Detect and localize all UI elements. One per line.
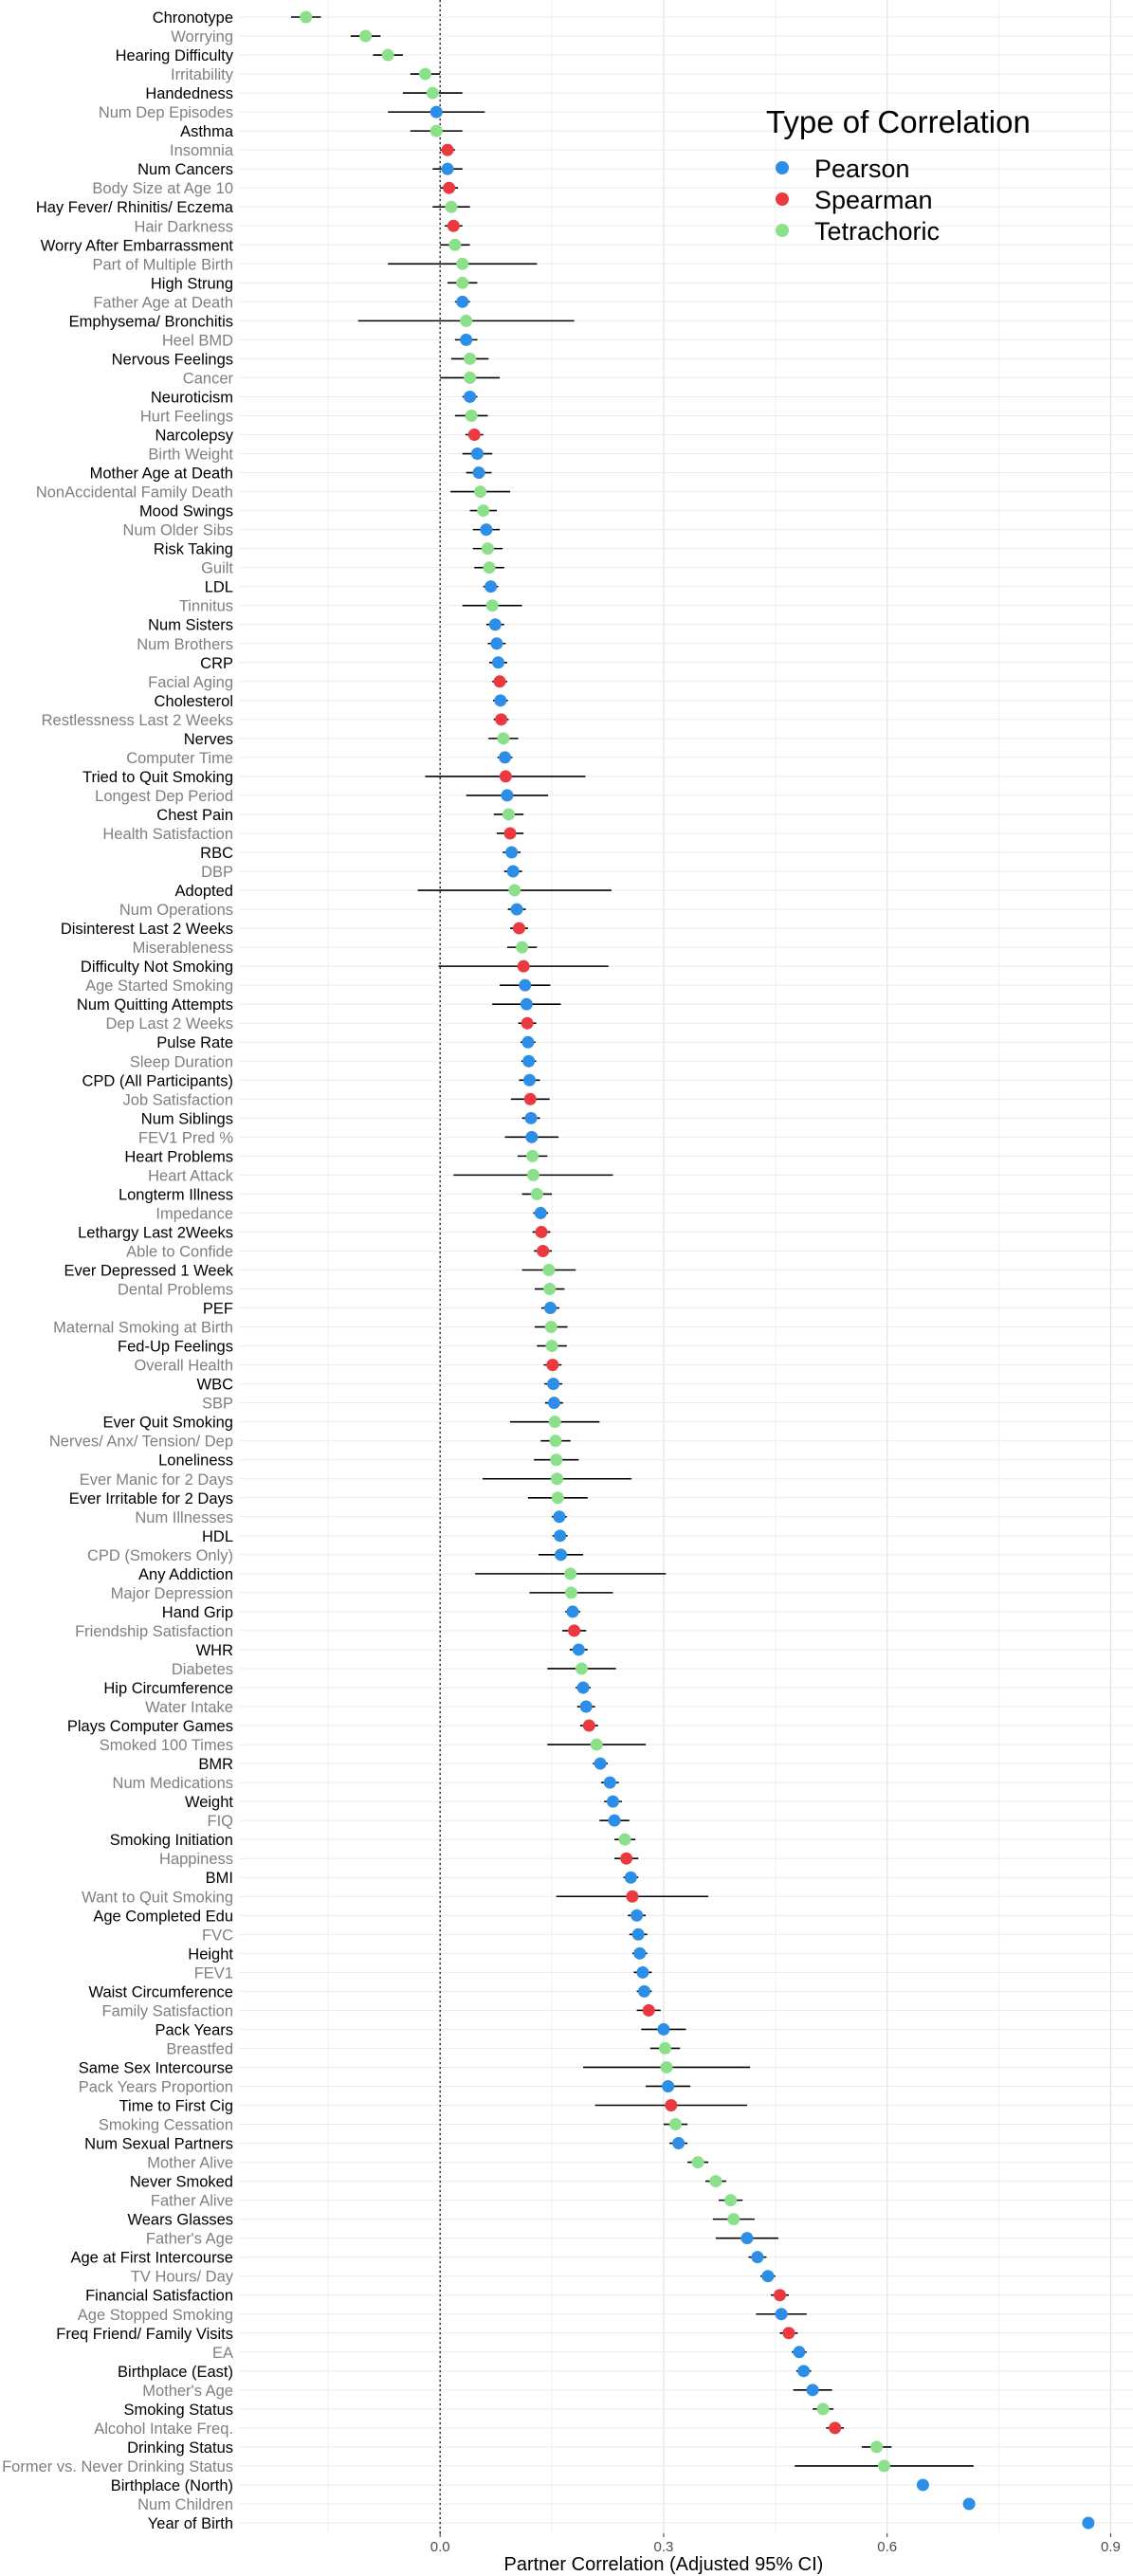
- estimate-point: [553, 1510, 565, 1523]
- estimate-point: [507, 866, 520, 878]
- row-label: Worry After Embarrassment: [40, 237, 233, 255]
- row-label: Plays Computer Games: [66, 1718, 233, 1736]
- estimate-point: [549, 1434, 561, 1447]
- estimate-point: [552, 1491, 564, 1504]
- estimate-point: [580, 1701, 593, 1713]
- row-label: Friendship Satisfaction: [75, 1622, 233, 1640]
- row-label: Ever Manic for 2 Days: [79, 1471, 233, 1489]
- estimate-point: [519, 979, 531, 992]
- row-label: Drinking Status: [127, 2439, 233, 2457]
- row-label: Num Sisters: [148, 616, 233, 634]
- estimate-point: [484, 561, 496, 574]
- forest-row: [1082, 2517, 1094, 2530]
- estimate-point: [471, 448, 484, 460]
- estimate-point: [577, 1682, 590, 1694]
- row-label: Risk Taking: [153, 540, 233, 558]
- estimate-point: [632, 1928, 645, 1941]
- row-label: EA: [211, 2344, 233, 2362]
- row-label: Lethargy Last 2Weeks: [78, 1224, 233, 1242]
- estimate-point: [793, 2346, 805, 2358]
- row-label: PEF: [202, 1300, 233, 1318]
- estimate-point: [551, 1472, 563, 1485]
- row-label: Water Intake: [145, 1699, 233, 1717]
- row-label: Cancer: [182, 370, 233, 388]
- estimate-point: [709, 2175, 722, 2187]
- row-label: Hair Darkness: [134, 218, 233, 236]
- row-label: Family Satisfaction: [101, 2002, 233, 2020]
- estimate-point: [474, 485, 486, 498]
- row-label: Financial Satisfaction: [85, 2287, 233, 2305]
- estimate-point: [797, 2365, 810, 2377]
- row-label: Hip Circumference: [103, 1680, 233, 1697]
- row-label: TV Hours/ Day: [130, 2268, 233, 2286]
- row-label: Loneliness: [158, 1452, 233, 1470]
- estimate-point: [497, 732, 509, 744]
- row-label: Smoking Cessation: [98, 2116, 233, 2134]
- estimate-point: [546, 1359, 558, 1371]
- estimate-point: [625, 1872, 637, 1884]
- row-label: Longest Dep Period: [95, 787, 233, 805]
- row-label: LDL: [204, 578, 233, 596]
- row-label: CRP: [200, 654, 233, 672]
- estimate-point: [492, 656, 504, 668]
- row-label: CPD (Smokers Only): [86, 1546, 233, 1564]
- row-label: Num Brothers: [137, 635, 233, 653]
- row-label: Health Satisfaction: [102, 825, 233, 843]
- row-label: Num Dep Episodes: [98, 104, 233, 122]
- row-label: Nervous Feelings: [111, 351, 233, 369]
- estimate-point: [525, 1131, 538, 1143]
- estimate-point: [547, 1378, 559, 1390]
- estimate-point: [456, 277, 468, 289]
- estimate-point: [727, 2213, 740, 2225]
- estimate-point: [536, 1226, 548, 1238]
- x-tick-label: 0.0: [429, 2539, 450, 2555]
- row-label: Able to Confide: [126, 1243, 233, 1261]
- row-label: RBC: [200, 845, 233, 862]
- estimate-point: [464, 391, 476, 403]
- estimate-point: [525, 1112, 538, 1124]
- estimate-point: [500, 770, 512, 782]
- estimate-point: [442, 163, 454, 175]
- estimate-point: [466, 410, 478, 422]
- estimate-point: [659, 2042, 671, 2055]
- estimate-point: [662, 2080, 674, 2092]
- row-label: Heart Attack: [148, 1167, 233, 1185]
- estimate-point: [626, 1891, 638, 1903]
- row-label: Freq Friend/ Family Visits: [56, 2325, 233, 2343]
- row-label: Birthplace (North): [110, 2476, 233, 2494]
- estimate-point: [508, 885, 521, 897]
- estimate-point: [448, 239, 461, 251]
- estimate-point: [545, 1321, 557, 1333]
- row-label: Smoking Initiation: [109, 1832, 233, 1850]
- estimate-point: [661, 2061, 673, 2074]
- estimate-point: [430, 125, 443, 137]
- row-label: Height: [188, 1946, 233, 1964]
- estimate-point: [724, 2194, 737, 2206]
- estimate-point: [619, 1834, 631, 1846]
- estimate-point: [523, 1074, 536, 1087]
- row-label: Happiness: [159, 1851, 233, 1869]
- row-label: Tried to Quit Smoking: [82, 768, 233, 786]
- row-label: Computer Time: [126, 749, 233, 767]
- estimate-point: [503, 808, 515, 820]
- estimate-point: [427, 87, 439, 100]
- estimate-point: [564, 1567, 576, 1580]
- estimate-point: [473, 466, 485, 479]
- row-label: Maternal Smoking at Birth: [53, 1319, 233, 1337]
- estimate-point: [776, 2308, 788, 2320]
- row-label: HDL: [201, 1527, 233, 1545]
- x-tick-label: 0.6: [877, 2539, 898, 2555]
- estimate-point: [535, 1207, 547, 1219]
- row-label: Alcohol Intake Freq.: [94, 2420, 233, 2438]
- row-label: Body Size at Age 10: [92, 180, 233, 198]
- row-label: Age Started Smoking: [85, 977, 233, 996]
- row-label: Birthplace (East): [118, 2363, 233, 2381]
- row-label: Wears Glasses: [127, 2211, 233, 2229]
- row-label: Father Age at Death: [93, 294, 233, 312]
- estimate-point: [782, 2327, 795, 2339]
- row-label: Num Older Sibs: [122, 521, 233, 539]
- row-label: Chest Pain: [156, 806, 233, 824]
- estimate-point: [518, 960, 530, 973]
- estimate-point: [445, 201, 457, 213]
- legend-title: Type of Correlation: [766, 104, 1031, 139]
- estimate-point: [513, 923, 525, 935]
- row-label: Age Stopped Smoking: [77, 2306, 233, 2324]
- row-label: Nerves/ Anx/ Tension/ Dep: [48, 1433, 233, 1451]
- x-tick-label: 0.9: [1100, 2539, 1121, 2555]
- legend-label-tetrachoric: Tetrachoric: [814, 217, 941, 246]
- row-label: Father Alive: [150, 2192, 233, 2210]
- estimate-point: [573, 1643, 585, 1655]
- row-label: Dental Problems: [118, 1281, 233, 1299]
- row-label: Irritability: [170, 66, 233, 84]
- row-label: BMR: [198, 1756, 233, 1774]
- row-label: Num Sexual Partners: [84, 2135, 233, 2153]
- estimate-point: [442, 144, 454, 156]
- row-label: Hurt Feelings: [139, 408, 233, 426]
- estimate-point: [527, 1169, 539, 1181]
- row-label: BMI: [205, 1870, 233, 1888]
- estimate-point: [521, 998, 533, 1011]
- legend-label-pearson: Pearson: [814, 155, 910, 183]
- estimate-point: [565, 1586, 577, 1599]
- row-label: Any Addiction: [138, 1565, 233, 1583]
- estimate-point: [751, 2251, 763, 2263]
- x-axis-title: Partner Correlation (Adjusted 95% CI): [503, 2554, 824, 2575]
- row-label: Ever Irritable for 2 Days: [68, 1489, 233, 1507]
- estimate-point: [829, 2421, 841, 2434]
- estimate-point: [490, 637, 503, 649]
- estimate-point: [504, 827, 517, 839]
- row-label: Diabetes: [171, 1660, 233, 1678]
- row-label: Impedance: [155, 1205, 233, 1223]
- estimate-point: [761, 2270, 774, 2282]
- legend-label-spearman: Spearman: [814, 186, 933, 214]
- row-label: Same Sex Intercourse: [78, 2059, 233, 2077]
- estimate-point: [594, 1758, 607, 1770]
- legend-key-tetrachoric: [776, 224, 789, 237]
- estimate-point: [555, 1548, 567, 1561]
- row-label: Year of Birth: [147, 2515, 233, 2532]
- row-label: Want to Quit Smoking: [82, 1889, 233, 1907]
- estimate-point: [430, 106, 443, 119]
- row-label: Cholesterol: [154, 692, 233, 710]
- row-label: FEV1 Pred %: [138, 1129, 233, 1147]
- estimate-point: [638, 1985, 650, 1998]
- row-label: DBP: [201, 864, 233, 882]
- estimate-point: [300, 11, 312, 24]
- estimate-point: [486, 599, 499, 612]
- estimate-point: [443, 182, 455, 194]
- row-label: Restlessness Last 2 Weeks: [41, 711, 233, 729]
- estimate-point: [636, 1966, 649, 1979]
- estimate-point: [526, 1150, 539, 1162]
- row-label: Num Illnesses: [135, 1508, 233, 1526]
- row-label: Emphysema/ Bronchitis: [68, 313, 233, 331]
- row-label: High Strung: [150, 275, 233, 293]
- row-label: Miserableness: [132, 940, 233, 958]
- estimate-point: [531, 1188, 543, 1200]
- estimate-point: [460, 315, 472, 327]
- estimate-point: [630, 1909, 643, 1922]
- row-label: Num Operations: [119, 902, 233, 920]
- row-label: Num Cancers: [137, 161, 233, 179]
- row-label: Mother Alive: [147, 2154, 233, 2172]
- estimate-point: [657, 2023, 669, 2036]
- estimate-point: [917, 2478, 929, 2491]
- row-label: Major Depression: [110, 1584, 233, 1602]
- estimate-point: [774, 2289, 786, 2301]
- row-label: Pack Years Proportion: [78, 2078, 233, 2096]
- estimate-point: [740, 2232, 753, 2244]
- estimate-point: [543, 1283, 556, 1295]
- row-label: FIQ: [207, 1813, 233, 1831]
- estimate-point: [548, 1397, 560, 1409]
- estimate-point: [544, 1302, 557, 1314]
- row-label: Longterm Illness: [118, 1186, 233, 1204]
- row-label: CPD (All Participants): [82, 1072, 233, 1090]
- row-label: Num Quitting Attempts: [76, 996, 233, 1014]
- row-label: Narcolepsy: [155, 427, 233, 445]
- forest-row: [917, 2478, 929, 2491]
- row-label: WBC: [196, 1376, 233, 1394]
- estimate-point: [501, 789, 513, 801]
- row-label: Sleep Duration: [129, 1053, 233, 1071]
- row-label: Weight: [184, 1794, 233, 1812]
- estimate-point: [484, 580, 497, 593]
- estimate-point: [878, 2459, 890, 2472]
- row-label: Num Medications: [112, 1775, 233, 1793]
- estimate-point: [633, 1947, 646, 1960]
- estimate-point: [669, 2118, 682, 2130]
- estimate-point: [460, 334, 472, 346]
- row-label: Smoked 100 Times: [99, 1737, 233, 1755]
- forest-row: [963, 2497, 976, 2510]
- estimate-point: [643, 2004, 655, 2017]
- estimate-point: [499, 751, 511, 763]
- estimate-point: [482, 542, 494, 555]
- estimate-point: [495, 713, 507, 725]
- estimate-point: [448, 220, 460, 232]
- row-label: FVC: [202, 1927, 233, 1945]
- estimate-point: [672, 2137, 685, 2149]
- row-label: FEV1: [193, 1964, 233, 1982]
- row-label: Heel BMD: [161, 332, 233, 350]
- row-label: Mother's Age: [142, 2382, 233, 2400]
- row-label: Part of Multiple Birth: [92, 256, 233, 274]
- row-label: Ever Quit Smoking: [102, 1414, 233, 1432]
- row-label: WHR: [195, 1641, 233, 1659]
- estimate-point: [489, 618, 502, 630]
- estimate-point: [468, 429, 481, 441]
- row-label: SBP: [201, 1395, 233, 1413]
- estimate-point: [604, 1777, 616, 1789]
- row-label: Chronotype: [152, 9, 233, 27]
- row-label: Age at First Intercourse: [70, 2249, 233, 2267]
- estimate-point: [607, 1796, 619, 1808]
- estimate-point: [1082, 2517, 1094, 2530]
- row-label: Former vs. Never Drinking Status: [2, 2457, 233, 2476]
- estimate-point: [542, 1264, 555, 1276]
- row-label: Pack Years: [155, 2021, 233, 2039]
- legend-key-pearson: [776, 161, 789, 174]
- estimate-point: [505, 847, 518, 859]
- estimate-point: [456, 258, 468, 270]
- row-label: Mood Swings: [138, 502, 233, 521]
- estimate-point: [464, 372, 476, 384]
- estimate-point: [494, 694, 506, 706]
- row-label: Disinterest Last 2 Weeks: [60, 921, 233, 939]
- estimate-point: [692, 2156, 704, 2168]
- estimate-point: [382, 49, 394, 62]
- row-label: Difficulty Not Smoking: [80, 959, 233, 977]
- row-label: Neuroticism: [150, 389, 233, 407]
- estimate-point: [963, 2497, 976, 2510]
- estimate-point: [568, 1624, 580, 1636]
- estimate-point: [546, 1340, 558, 1352]
- estimate-point: [583, 1720, 595, 1732]
- estimate-point: [456, 296, 468, 308]
- row-label: Smoking Status: [123, 2401, 233, 2419]
- row-label: Asthma: [180, 123, 233, 141]
- estimate-point: [522, 1055, 535, 1068]
- legend-key-spearman: [776, 192, 789, 206]
- row-label: Guilt: [201, 559, 233, 577]
- estimate-point: [511, 904, 523, 916]
- row-label: Waist Circumference: [88, 1983, 233, 2001]
- row-label: Time to First Cig: [119, 2097, 233, 2115]
- row-label: Adopted: [174, 883, 233, 901]
- estimate-point: [524, 1093, 537, 1105]
- estimate-point: [591, 1739, 603, 1751]
- estimate-point: [550, 1453, 562, 1466]
- estimate-point: [480, 523, 492, 536]
- estimate-point: [419, 68, 431, 81]
- row-label: Mother Age at Death: [89, 465, 233, 483]
- estimate-point: [494, 675, 506, 687]
- row-label: Worrying: [171, 28, 233, 46]
- estimate-point: [537, 1245, 549, 1257]
- row-label: Hand Grip: [161, 1603, 233, 1621]
- estimate-point: [516, 941, 528, 954]
- estimate-point: [870, 2440, 883, 2453]
- estimate-point: [521, 1017, 534, 1030]
- row-label: Insomnia: [170, 142, 233, 160]
- estimate-point: [807, 2384, 819, 2396]
- row-label: Num Siblings: [140, 1110, 233, 1128]
- row-label: Job Satisfaction: [122, 1091, 233, 1109]
- estimate-point: [549, 1416, 561, 1428]
- row-label: Fed-Up Feelings: [118, 1338, 233, 1356]
- row-label: Father's Age: [145, 2230, 233, 2248]
- estimate-point: [477, 504, 489, 517]
- estimate-point: [817, 2402, 830, 2415]
- row-label: Heart Problems: [124, 1148, 233, 1166]
- row-label: Never Smoked: [129, 2173, 233, 2191]
- estimate-point: [359, 30, 372, 43]
- row-label: NonAccidental Family Death: [35, 484, 233, 502]
- estimate-point: [609, 1815, 621, 1827]
- estimate-point: [464, 353, 476, 365]
- row-label: Dep Last 2 Weeks: [105, 1015, 233, 1033]
- row-label: Ever Depressed 1 Week: [64, 1262, 233, 1280]
- row-label: Pulse Rate: [156, 1034, 233, 1052]
- estimate-point: [576, 1662, 588, 1674]
- row-label: Num Children: [137, 2495, 233, 2513]
- row-label: Tinnitus: [178, 597, 233, 615]
- estimate-point: [665, 2099, 677, 2111]
- row-label: Nerves: [183, 730, 233, 748]
- row-label: Age Completed Edu: [93, 1908, 233, 1926]
- row-label: Hearing Difficulty: [115, 47, 233, 65]
- x-tick-label: 0.3: [653, 2539, 674, 2555]
- row-label: Facial Aging: [148, 673, 233, 691]
- row-label: Birth Weight: [148, 446, 233, 464]
- row-label: Handedness: [145, 85, 233, 103]
- estimate-point: [521, 1036, 534, 1049]
- estimate-point: [554, 1529, 566, 1542]
- estimate-point: [620, 1853, 632, 1865]
- row-label: Hay Fever/ Rhinitis/ Eczema: [35, 199, 233, 217]
- estimate-point: [567, 1605, 579, 1617]
- row-label: Breastfed: [166, 2040, 233, 2058]
- row-label: Overall Health: [134, 1357, 233, 1375]
